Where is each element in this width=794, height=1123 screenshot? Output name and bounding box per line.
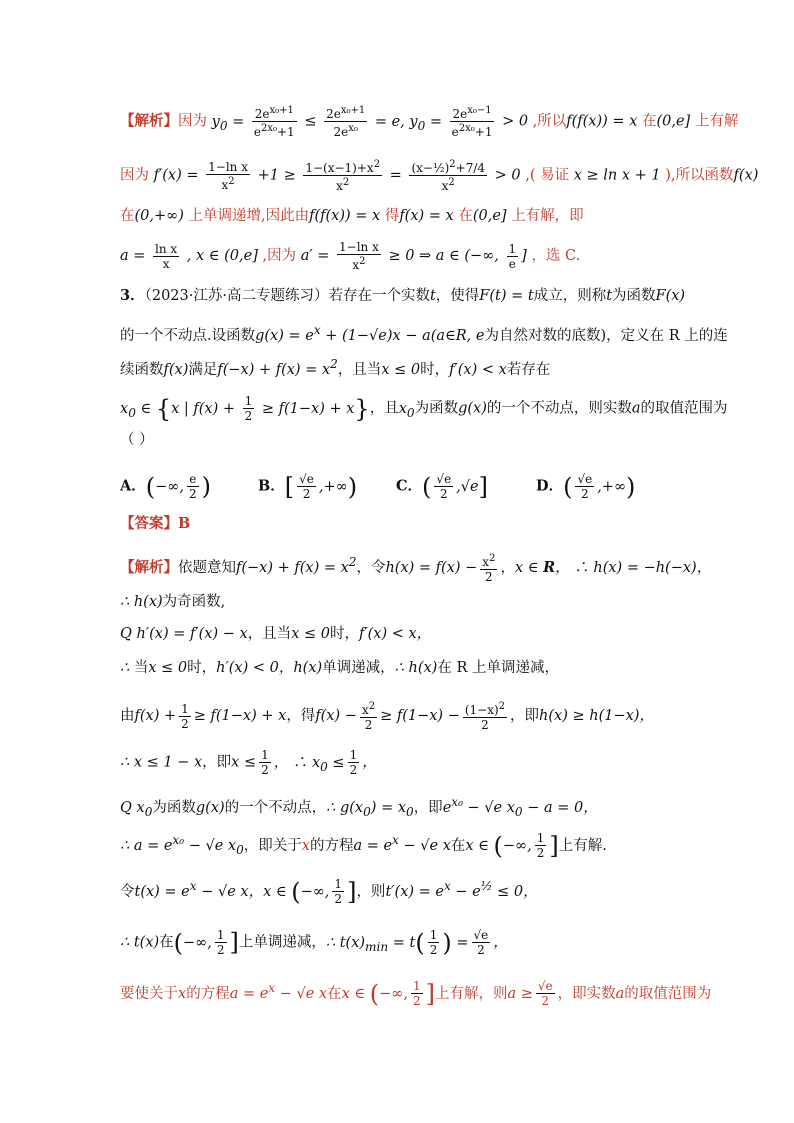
math: $y_0$ =	[211, 113, 245, 133]
question-3-line-1: 3．（2023·江苏·高二专题练习）若存在一个实数t，使得F(t) = t成立，则称t为函数F(x)	[120, 287, 686, 304]
analysis-label: 【解析】	[120, 112, 178, 130]
solution-line-2: ∴ h(x)为奇函数,	[120, 594, 226, 610]
solution-line-8: ∴ $a = e^{x_0} - √e$ $x_0$，即关于x的方程$a = e^x - √e$ x在x ∈ (−∞, $\frac{1}{2}$ ]上有解.	[120, 831, 607, 861]
solution-line-10: ∴ t(x)在(−∞, $\frac{1}{2}$ ]上单调递减，∴ $t(x)_{min} = t$( $\frac{1}{2}$ ) = $\frac{√e}{2}$ ，	[120, 928, 508, 957]
answer-label: 【答案】	[120, 515, 178, 532]
question-3-line-4: $x_0$ ∈ {x | f(x) + $\frac{1}{2}$ ≥ f(1−x) + x}，且$x_0$为函数g(x)的一个不动点，则实数a的取值范围为	[120, 394, 728, 423]
option-d[interactable]: D．( $\frac{√e}{2}$ ,+∞)	[536, 472, 636, 501]
solution-line-6: ∴ x ≤ 1 − x，即x ≤ $\frac{1}{2}$ ， ∴ $x_0$ ≤ $\frac{1}{2}$ ，	[120, 748, 377, 777]
solution-line-9: 令$t(x) = e^x - √e$ x，x ∈ (−∞, $\frac{1}{2}$ ]，则$t'(x) = e^x - e^{\frac{1}{2}} \le 0$，	[120, 877, 538, 907]
option-b[interactable]: B．[ $\frac{√e}{2}$ ,+∞)	[258, 472, 358, 501]
question-3-line-2: 的一个不动点.设函数$g(x) = e^x + (1-√e)x$ − a(a∈R, e为自然对数的底数)，定义在 R 上的连	[120, 323, 728, 344]
answer-value: B	[178, 515, 191, 532]
prev-line-3: 在(0,+∞) 上单调递增,因此由f(f(x)) = x 得f(x) = x 在(0,e] 上有解，即	[120, 208, 584, 224]
solution-line-7: Q $x_0$为函数g(x)的一个不动点，∴ $g(x_0) = x_0$，即$e^{x_0} - √e$ $x_0 - a = 0$，	[120, 795, 598, 819]
solution-line-4: ∴ 当x ≤ 0时，h′(x) < 0，h(x)单调递减，∴ h(x)在 R 上单调递减，	[120, 660, 559, 676]
prev-line-4: a = $\frac{\text{ln x}}{x}$ , x ∈ (0,e] ,因为 a′ = $\frac{\text{1−ln x}}{x^2}$ ≥ 0 ⇒ a ∈ (−∞, $\frac{1}{e}$ ] ，选 C.	[120, 240, 581, 272]
question-3-line-3: 续函数f(x)满足$f(-x) + f(x) = x^2$，且当x ≤ 0时，f′(x) < x若存在	[120, 357, 551, 378]
prev-line-2: 因为 f′(x) = $\frac{\text{1−ln x}}{x^2}$ +1 ≥ $\frac{1-(x-1)+x^2}{x^2}$ = $\frac{(x-\frac{1}{2})^2+7/4}{x^2}$ > 0 ,( 易证 x ≥ ln x + 1 ),所以函数f(x)	[120, 159, 759, 193]
option-c[interactable]: C．( $\frac{√e}{2}$ ,√e]	[396, 472, 488, 501]
solution-line-1: 【解析】依题意知$f(-x) + f(x) = x^2$，令h(x) = f(x) − $\frac{x^2}{2}$ ，x ∈ R， ∴ h(x) = −h(−x)，	[120, 553, 712, 584]
question-3-paren: （ ）	[120, 432, 154, 448]
solution-line-3: Q h′(x) = f′(x) − x，且当x ≤ 0时，f′(x) < x，	[120, 626, 432, 642]
option-a[interactable]: A．(−∞, $\frac{e}{2}$ )	[120, 472, 211, 501]
solution-line-11: 要使关于x的方程$a = e^x - √e$ x在x ∈ (−∞, $\frac{1}{2}$ ]上有解，则a ≥ $\frac{√e}{2}$ ，即实数a的取值范围为	[120, 979, 712, 1009]
solution-line-5: 由f(x) + $\frac{1}{2}$ ≥ f(1−x) + x，得f(x) − $\frac{x^2}{2}$ ≥ f(1−x) − $\frac{(1-x)^2}{2}$ ，即h(x) ≥ h(1−x)，	[120, 701, 654, 732]
prev-line-1: 【解析】因为 $y_0$ = $\frac{2e^{x_0+1}}{e^{2x_0}+1}$ ≤ $\frac{2e^{x_0+1}}{2e^{x_0}}$ = e, $y_0$ = $\frac{2e^{x_0-1}}{e^{2x_0}+1}$ > 0 ,所以f(f(x)) = x 在(0,e] 上有解	[120, 105, 739, 139]
answer-line	[120, 514, 680, 534]
